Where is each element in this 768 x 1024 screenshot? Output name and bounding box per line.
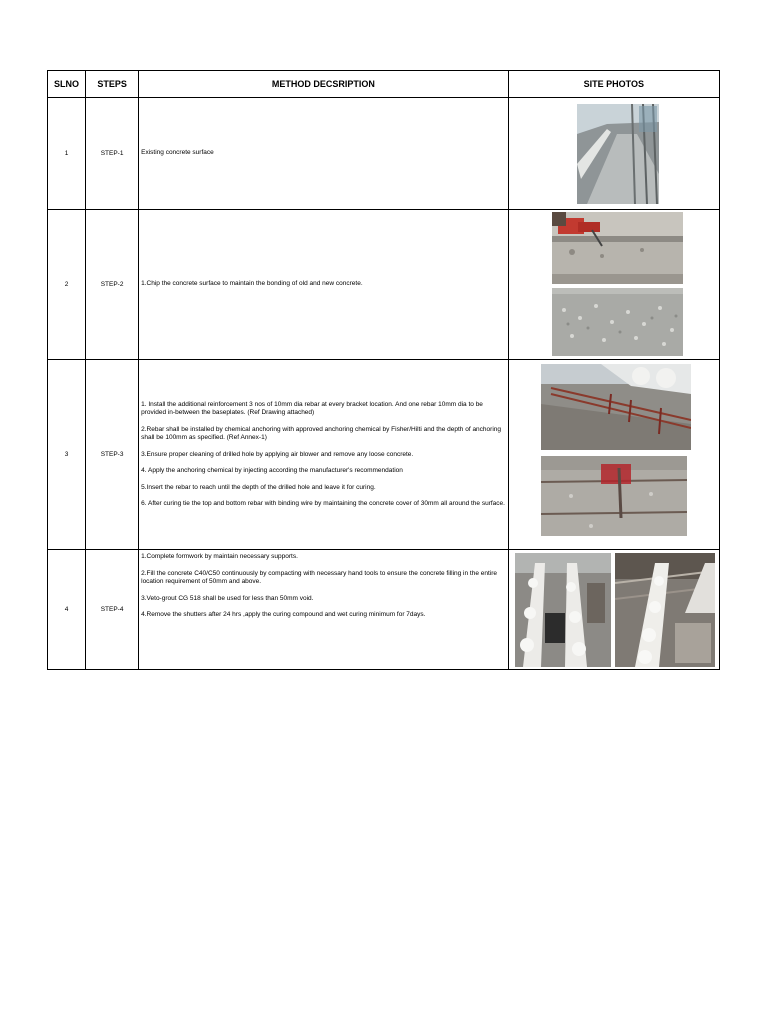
description-paragraph: 3.Ensure proper cleaning of drilled hole by applying air blower and remove any loose concrete. (141, 450, 414, 458)
site-photo-anchored-rebar (541, 456, 687, 536)
method-statement-table (47, 70, 720, 670)
site-photos-cell (508, 550, 719, 670)
description-paragraph: 1. Install the additional reinforcement 3 nos of 10mm dia rebar at every bracket location. And one rebar 10mm dia to be provided in-between the baseplates. (Ref Drawing attached) (141, 400, 483, 416)
site-photo-formwork-right (615, 553, 715, 667)
description-paragraph: 2.Rebar shall be installed by chemical anchoring with approved anchoring chemical by Fisher/Hilti and the depth of anchoring shall be 100mm as specified. (Ref Annex-1) (141, 425, 501, 441)
site-photo-chipped-surface (552, 288, 683, 356)
method-description (139, 550, 509, 670)
row-number: 4 (48, 550, 86, 670)
row-number: 3 (48, 360, 86, 550)
description-paragraph: 5.Insert the rebar to reach until the depth of the drilled hole and leave it for curing. (141, 483, 376, 491)
site-photos-cell (508, 98, 719, 210)
method-description (139, 98, 509, 210)
step-label: STEP-1 (86, 98, 139, 210)
table-row (48, 550, 720, 670)
table-row (48, 210, 720, 360)
header-steps: STEPS (86, 71, 139, 98)
description-paragraph: 1.Complete formwork by maintain necessary supports. (141, 553, 298, 560)
description-paragraph: 1.Chip the concrete surface to maintain the bonding of old and new concrete. (141, 280, 363, 288)
row-number: 1 (48, 98, 86, 210)
method-description (139, 210, 509, 360)
description-paragraph: Existing concrete surface (141, 149, 214, 157)
header-site-photos: SITE PHOTOS (508, 71, 719, 98)
description-paragraph: 4.Remove the shutters after 24 hrs ,apply the curing compound and wet curing minimum for 7days. (141, 611, 426, 618)
description-paragraph: 6. After curing tie the top and bottom rebar with binding wire by maintaining the concrete cover of 30mm all around the surface. (141, 500, 505, 507)
step-label: STEP-2 (86, 210, 139, 360)
site-photo-chipping (552, 212, 683, 284)
header-slno: SLNO (48, 71, 86, 98)
description-paragraph: 4. Apply the anchoring chemical by injecting according the manufacturer's recommendation (141, 467, 403, 474)
description-paragraph: 3.Veto-grout CG 518 shall be used for less than 50mm void. (141, 594, 314, 602)
step-label: STEP-4 (86, 550, 139, 670)
header-row (48, 71, 720, 98)
description-paragraph: 2.Fill the concrete C40/C50 continuously by compacting with necessary hand tools to ensure the concrete filling in the entire location requirement of 50mm and above. (141, 569, 498, 585)
method-description (139, 360, 509, 550)
header-method-description: METHOD DECSRIPTION (139, 71, 509, 98)
site-photo-rebar-installed (541, 364, 691, 450)
site-photos-cell (508, 360, 719, 550)
site-photos-cell (508, 210, 719, 360)
table-row (48, 360, 720, 550)
site-photo-existing-surface (577, 104, 659, 204)
step-label: STEP-3 (86, 360, 139, 550)
row-number: 2 (48, 210, 86, 360)
table-row (48, 98, 720, 210)
site-photo-formwork-left (515, 553, 611, 667)
